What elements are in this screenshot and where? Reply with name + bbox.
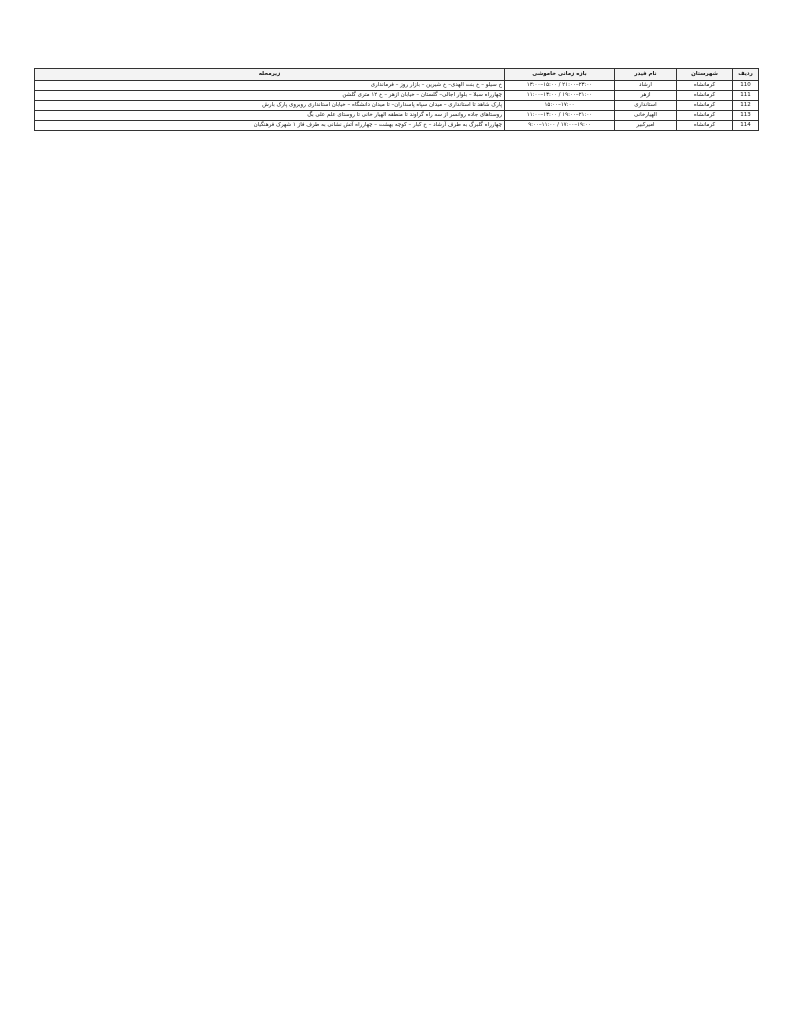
row-number: 113 [733,111,759,121]
table-row [35,121,759,131]
table-row [35,91,759,101]
table-row [35,101,759,111]
outage-schedule-table [34,68,759,131]
row-city: کرمانشاه [677,101,733,111]
header-area: زيرمحله [35,69,505,81]
row-area: خ سيلو – خ بنت الهدی– خ شيرين – بازار روز – فرمانداری [35,81,505,91]
row-number: 110 [733,81,759,91]
row-feeder: ازهر [615,91,677,101]
table-row [35,111,759,121]
header-city: شهرستان [677,69,733,81]
row-time: ۱۱:۰۰–۱۳:۰۰ / ۱۹:۰۰–۲۱:۰۰ [505,91,615,101]
table-header-row [35,69,759,81]
row-number: 111 [733,91,759,101]
row-city: کرمانشاه [677,91,733,101]
row-city: کرمانشاه [677,81,733,91]
row-feeder: استانداری [615,101,677,111]
header-feeder: نام فيدر [615,69,677,81]
row-area: چهارراه گلبرگ به طرف آرشاد – خ کبار – کوچه بهشت – چهارراه آتش نشانی به طرف فاز ۱ شهرک فرهنگيان [35,121,505,131]
row-time: ۱۳:۰۰–۱۵:۰۰ / ۲۱:۰۰–۲۳:۰۰ [505,81,615,91]
row-time: ۹:۰۰–۱۱:۰۰ / ۱۷:۰۰–۱۹:۰۰ [505,121,615,131]
row-city: کرمانشاه [677,111,733,121]
row-feeder: ارشاد [615,81,677,91]
row-area: چهارراه سبلا – بلوار اجالی– گلستان – خيابان ازهر – خ ۱۲ متری گلشن [35,91,505,101]
row-feeder: الهيارخانی [615,111,677,121]
header-time: بازه زمانی خاموشی [505,69,615,81]
row-area: پارک شاهد تا استانداری – ميدان سپاه پاسداران– تا ميدان دانشگاه – خيابان استانداری روبروی پارک بارش [35,101,505,111]
row-time: ۱۵:۰۰–۱۷:۰۰ [505,101,615,111]
outage-table-page [34,68,758,131]
row-number: 114 [733,121,759,131]
header-row-number: رديف [733,69,759,81]
table-row [35,81,759,91]
row-city: کرمانشاه [677,121,733,131]
row-feeder: اميرکبير [615,121,677,131]
row-time: ۱۱:۰۰–۱۳:۰۰ / ۱۹:۰۰–۲۱:۰۰ [505,111,615,121]
row-number: 112 [733,101,759,111]
row-area: روستاهای جاده روانسر از سه راه گراوند تا منطقه الهيار خانی تا روستای علم علی بگ [35,111,505,121]
